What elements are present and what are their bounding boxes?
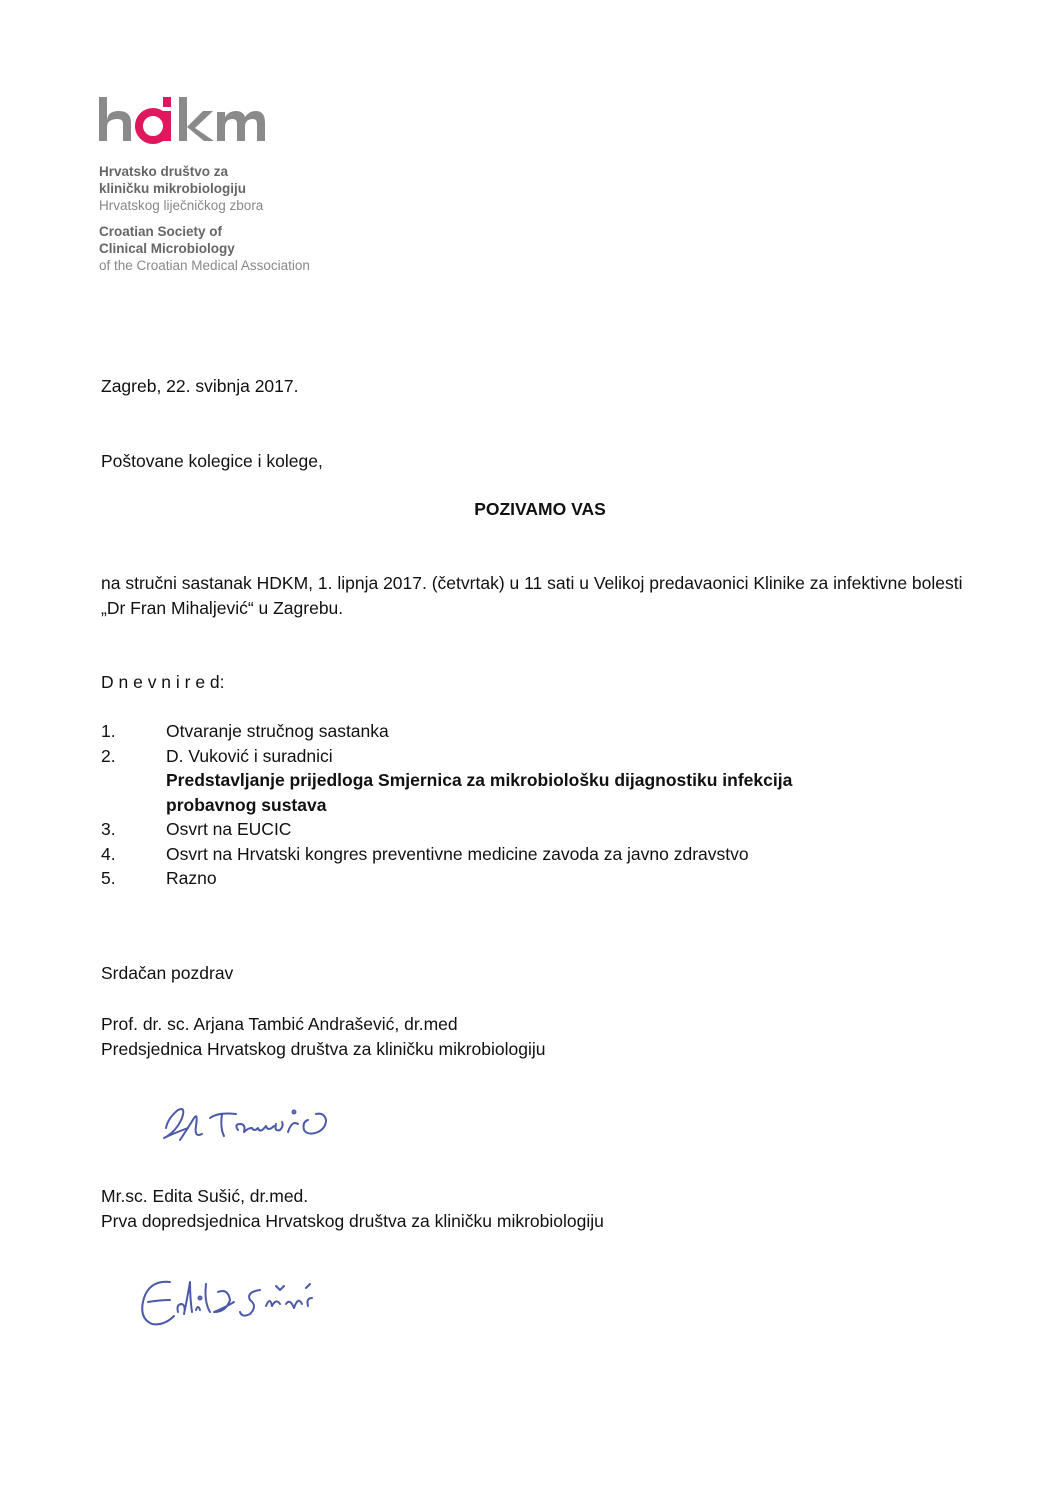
org-line-5: Clinical Microbiology (99, 241, 235, 256)
agenda-text: Osvrt na Hrvatski kongres preventivne medicine zavoda za javno zdravstvo (166, 843, 749, 864)
agenda-number (101, 768, 166, 793)
agenda-text: Otvaranje stručnog sastanka (166, 721, 389, 741)
agenda-text: D. Vuković i suradnici (166, 745, 333, 766)
letter-date: Zagreb, 22. svibnja 2017. (101, 376, 299, 396)
invitation-body-line-1: na stručni sastanak HDKM, 1. lipnja 2017. (četvrtak) u 11 sati u Velikoj predavaonici Klinike za infektivne bolesti (101, 573, 963, 593)
greeting: Poštovane kolegice i kolege, (101, 451, 323, 471)
agenda-list (101, 719, 792, 891)
closing-salutation: Srdačan pozdrav (101, 963, 234, 983)
org-line-1: Hrvatsko društvo za (99, 164, 229, 179)
agenda-text: Predstavljanje prijedloga Smjernica za mikrobiološku dijagnostiku infekcija (166, 770, 793, 790)
agenda-item (101, 744, 792, 769)
agenda-number: 1. (101, 721, 116, 741)
signer-1-name: Prof. dr. sc. Arjana Tambić Andrašević, dr.med (101, 1014, 458, 1034)
agenda-item (101, 817, 792, 842)
organization-name (99, 163, 310, 274)
org-line-6: of the Croatian Medical Association (99, 258, 310, 273)
agenda-title: D n e v n i r e d: (101, 672, 225, 692)
agenda-text: Razno (166, 868, 217, 888)
agenda-item (101, 842, 792, 867)
agenda-number: 4. (101, 843, 116, 864)
agenda-item (101, 719, 792, 744)
agenda-number (101, 793, 166, 818)
agenda-number: 3. (101, 819, 116, 839)
agenda-number: 5. (101, 868, 116, 888)
agenda-item (101, 768, 792, 793)
agenda-text: Osvrt na EUCIC (166, 819, 292, 839)
signer-1-role: Predsjednica Hrvatskog društva za kliničku mikrobiologiju (101, 1039, 546, 1059)
agenda-item (101, 866, 792, 891)
org-line-4: Croatian Society of (99, 224, 223, 239)
agenda-number: 2. (101, 745, 116, 766)
hdkm-logo (97, 95, 267, 147)
invitation-body-line-2: „Dr Fran Mihaljević“ u Zagrebu. (101, 598, 344, 618)
org-line-3: Hrvatskog liječničkog zbora (99, 198, 264, 213)
signer-2-role: Prva dopredsjednica Hrvatskog društva za kliničku mikrobiologiju (101, 1211, 604, 1231)
signer-2-name: Mr.sc. Edita Sušić, dr.med. (101, 1186, 309, 1206)
agenda-item (101, 793, 792, 818)
signature-1 (158, 1098, 338, 1148)
agenda-text: probavnog sustava (166, 794, 327, 815)
invitation-heading: POZIVAMO VAS (474, 499, 606, 519)
org-line-2: kliničku mikrobiologiju (99, 181, 247, 196)
signature-2 (130, 1268, 330, 1343)
